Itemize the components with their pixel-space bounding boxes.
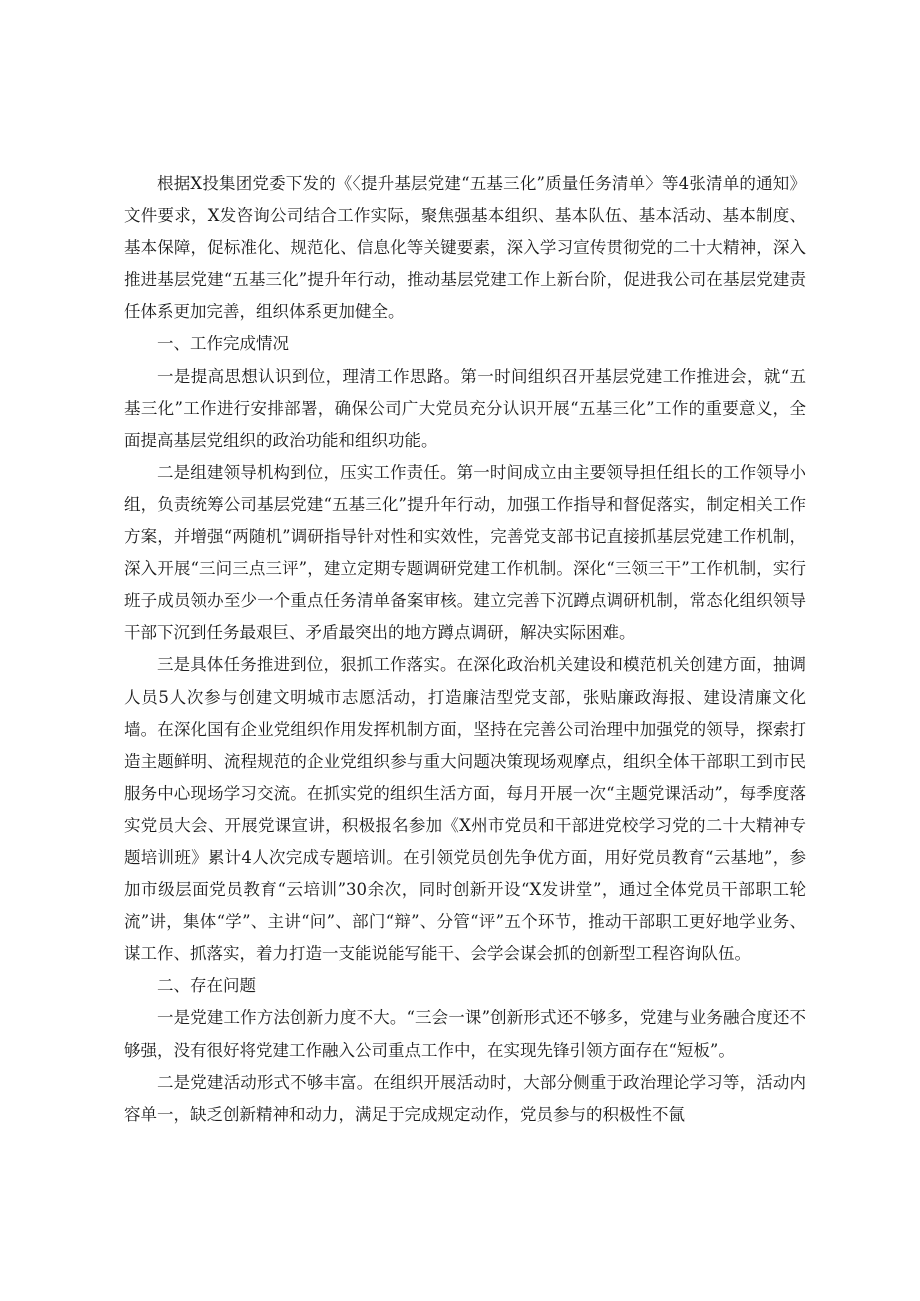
paragraph-specific-tasks: 三是具体任务推进到位，狠抓工作落实。在深化政治机关建设和模范机关创建方面，抽调人员5人次参与创建文明城市志愿活动，打造廉洁型党支部，张贴廉政海报、建设清廉文化墙。在深化国有企业党组织作用发挥机制方面，坚持在完善公司治理中加强党的领导，探索打造主题鲜明、流程规范的企业党组织参与重大问题决策现场观摩点，组织全体干部职工到市民服务中心现场学习交流。在抓实党的组织生活方面，每月开展一次“主题党课活动”，每季度落实党员大会、开展党课宣讲，积极报名参加《X州市党员和干部进党校学习党的二十大精神专题培训班》累计4人次完成专题培训。在引领党员创先争优方面，用好党员教育“云基地”，参加市级层面党员教育“云培训”30余次，同时创新开设“X发讲堂”，通过全体党员干部职工轮流”讲，集体“学”、主讲“问”、部门“辩”、分管“评”五个环节，推动干部职工更好地学业务、谋工作、抓落实，着力打造一支能说能写能干、会学会谋会抓的创新型工程咨询队伍。	[124, 655, 806, 964]
document-body	[124, 168, 806, 1131]
paragraph-ideological-awareness: 一是提高思想认识到位，理清工作思路。第一时间组织召开基层党建工作推进会，就“五基三化”工作进行安排部署，确保公司广大党员充分认识开展“五基三化”工作的重要意义，全面提高基层党组织的政治功能和组织功能。	[124, 366, 806, 450]
paragraph-leadership-structure: 二是组建领导机构到位，压实工作责任。第一时间成立由主要领导担任组长的工作领导小组，负责统筹公司基层党建“五基三化”提升年行动，加强工作指导和督促落实，制定相关工作方案，并增强“两随机”调研指导针对性和实效性，完善党支部书记直接抓基层党建工作机制，深入开展“三问三点三评”，建立定期专题调研党建工作机制。深化“三领三干”工作机制，实行班子成员领办至少一个重点任务清单备案审核。建立完善下沉蹲点调研机制，常态化组织领导干部下沉到任务最艰巨、矛盾最突出的地方蹲点调研，解决实际困难。	[124, 462, 806, 643]
section-heading-work-completion: 一、工作完成情况	[157, 334, 289, 354]
paragraph-innovation-problem: 一是党建工作方法创新力度不大。“三会一课”创新形式还不够多，党建与业务融合度还不够强，没有很好将党建工作融入公司重点工作中，在实现先锋引领方面存在“短板”。	[124, 1008, 806, 1060]
intro-paragraph: 根据X投集团党委下发的《〈提升基层党建“五基三化”质量任务清单〉等4张清单的通知》文件要求，X发咨询公司结合工作实际，聚焦强基本组织、基本队伍、基本活动、基本制度、基本保障，促标准化、规范化、信息化等关键要素，深入学习宣传贯彻党的二十大精神，深入推进基层党建“五基三化”提升年行动，推动基层党建工作上新台阶，促进我公司在基层党建责任体系更加完善，组织体系更加健全。	[124, 174, 806, 322]
section-heading-existing-problems: 二、存在问题	[157, 976, 256, 996]
paragraph-activity-problem: 二是党建活动形式不够丰富。在组织开展活动时，大部分侧重于政治理论学习等，活动内容单一，缺乏创新精神和动力，满足于完成规定动作，党员参与的积极性不氤	[124, 1072, 806, 1124]
